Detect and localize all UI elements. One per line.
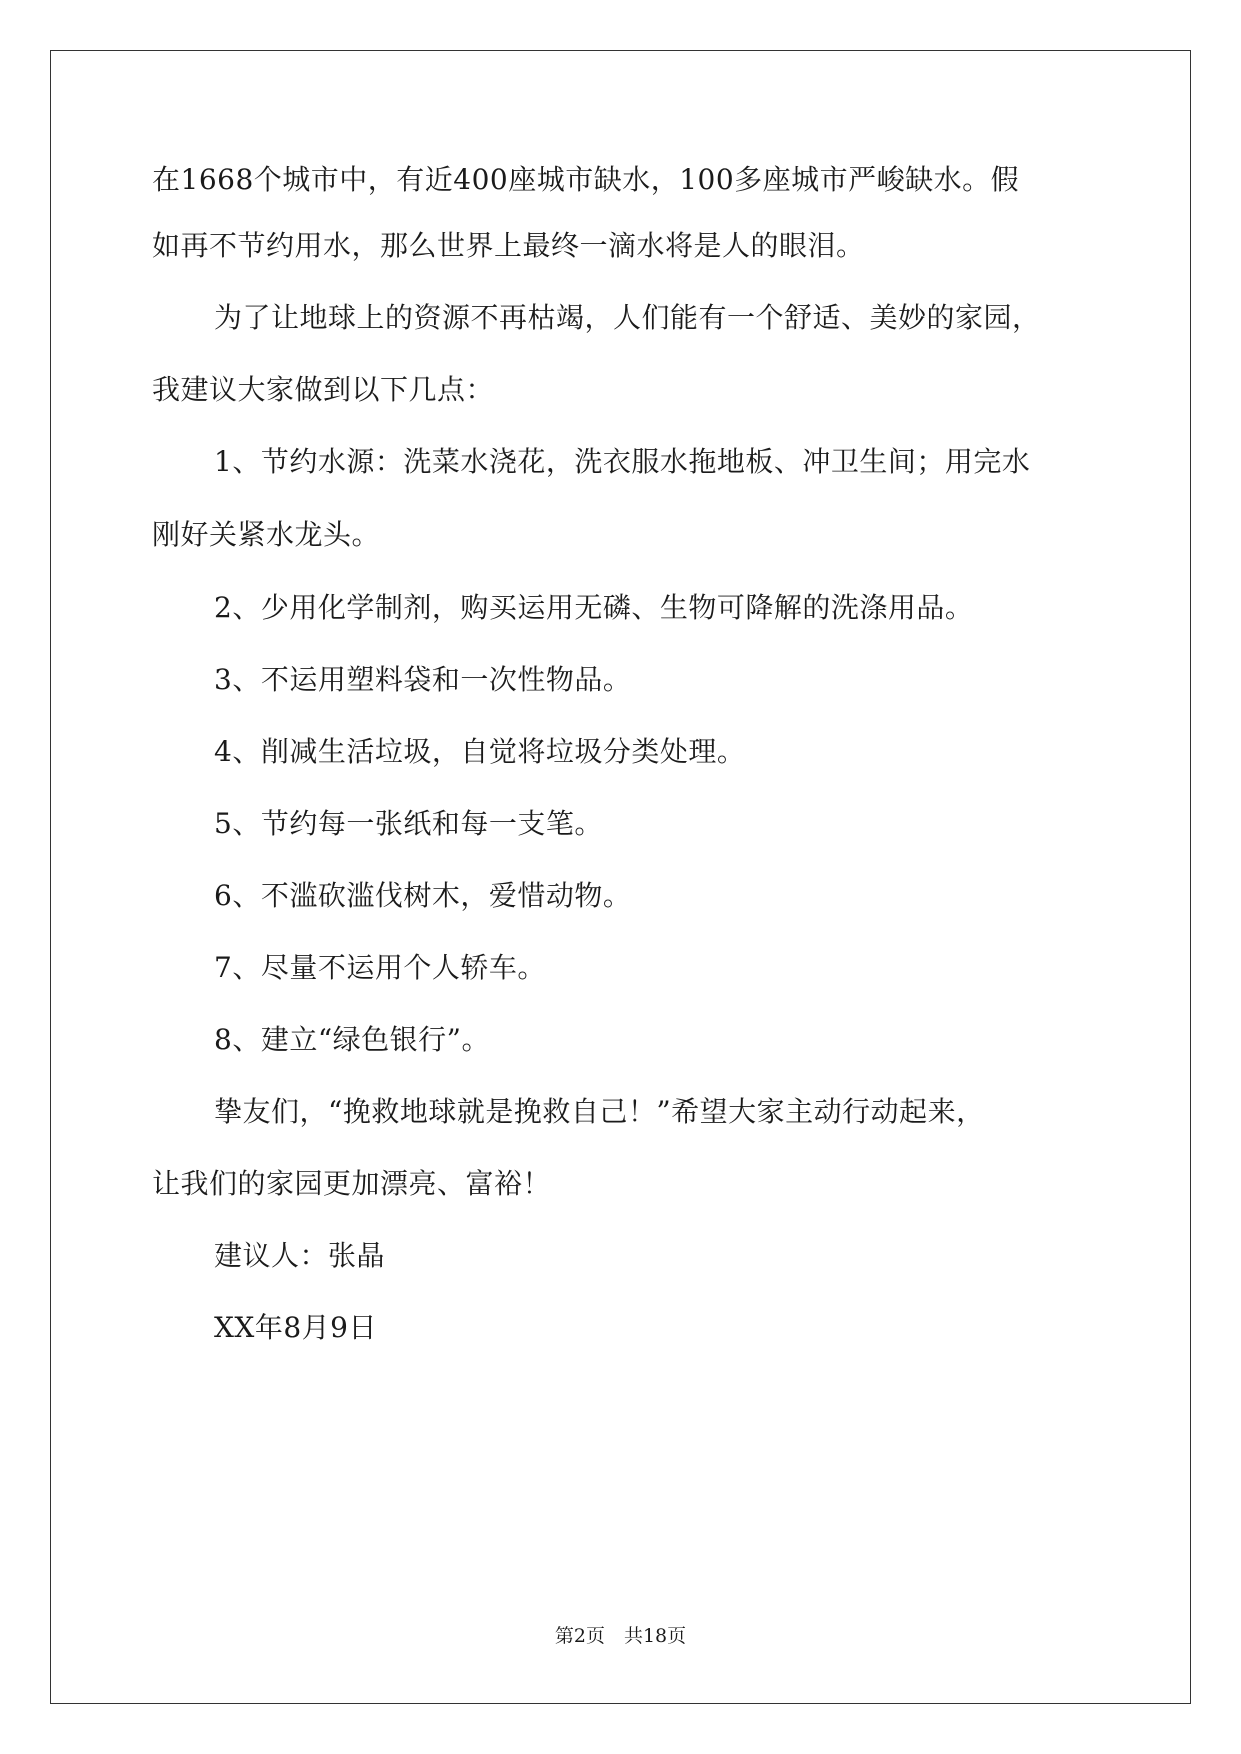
paragraph-line: 挚友们，“挽救地球就是挽救自己！”希望大家主动行动起来， (214, 1095, 985, 1128)
list-item-8: 8、建立“绿色银行”。 (214, 1023, 490, 1056)
list-item-4: 4、削减生活垃圾，自觉将垃圾分类处理。 (214, 735, 746, 768)
paragraph-line: 为了让地球上的资源不再枯竭，人们能有一个舒适、美妙的家园， (214, 301, 1041, 334)
list-item-1: 1、节约水源：洗菜水浇花，洗衣服水拖地板、冲卫生间；用完水 (214, 445, 1031, 478)
paragraph-line: 在1668个城市中，有近400座城市缺水，100多座城市严峻缺水。假 (152, 163, 1020, 196)
paragraph-line: 让我们的家园更加漂亮、富裕！ (152, 1167, 552, 1200)
page-number-footer: 第2页 共18页 (554, 1625, 687, 1647)
paragraph-line: 我建议大家做到以下几点： (152, 373, 495, 406)
list-item-6: 6、不滥砍滥伐树木，爱惜动物。 (214, 879, 632, 912)
date-line: XX年8月9日 (214, 1311, 377, 1344)
list-item-3: 3、不运用塑料袋和一次性物品。 (214, 663, 632, 696)
paragraph-line: 刚好关紧水龙头。 (152, 518, 381, 551)
list-item-5: 5、节约每一张纸和每一支笔。 (214, 807, 603, 840)
signature-line: 建议人：张晶 (214, 1239, 386, 1272)
list-item-7: 7、尽量不运用个人轿车。 (214, 951, 546, 984)
list-item-2: 2、少用化学制剂，购买运用无磷、生物可降解的洗涤用品。 (214, 591, 974, 624)
paragraph-line: 如再不节约用水，那么世界上最终一滴水将是人的眼泪。 (152, 229, 865, 262)
